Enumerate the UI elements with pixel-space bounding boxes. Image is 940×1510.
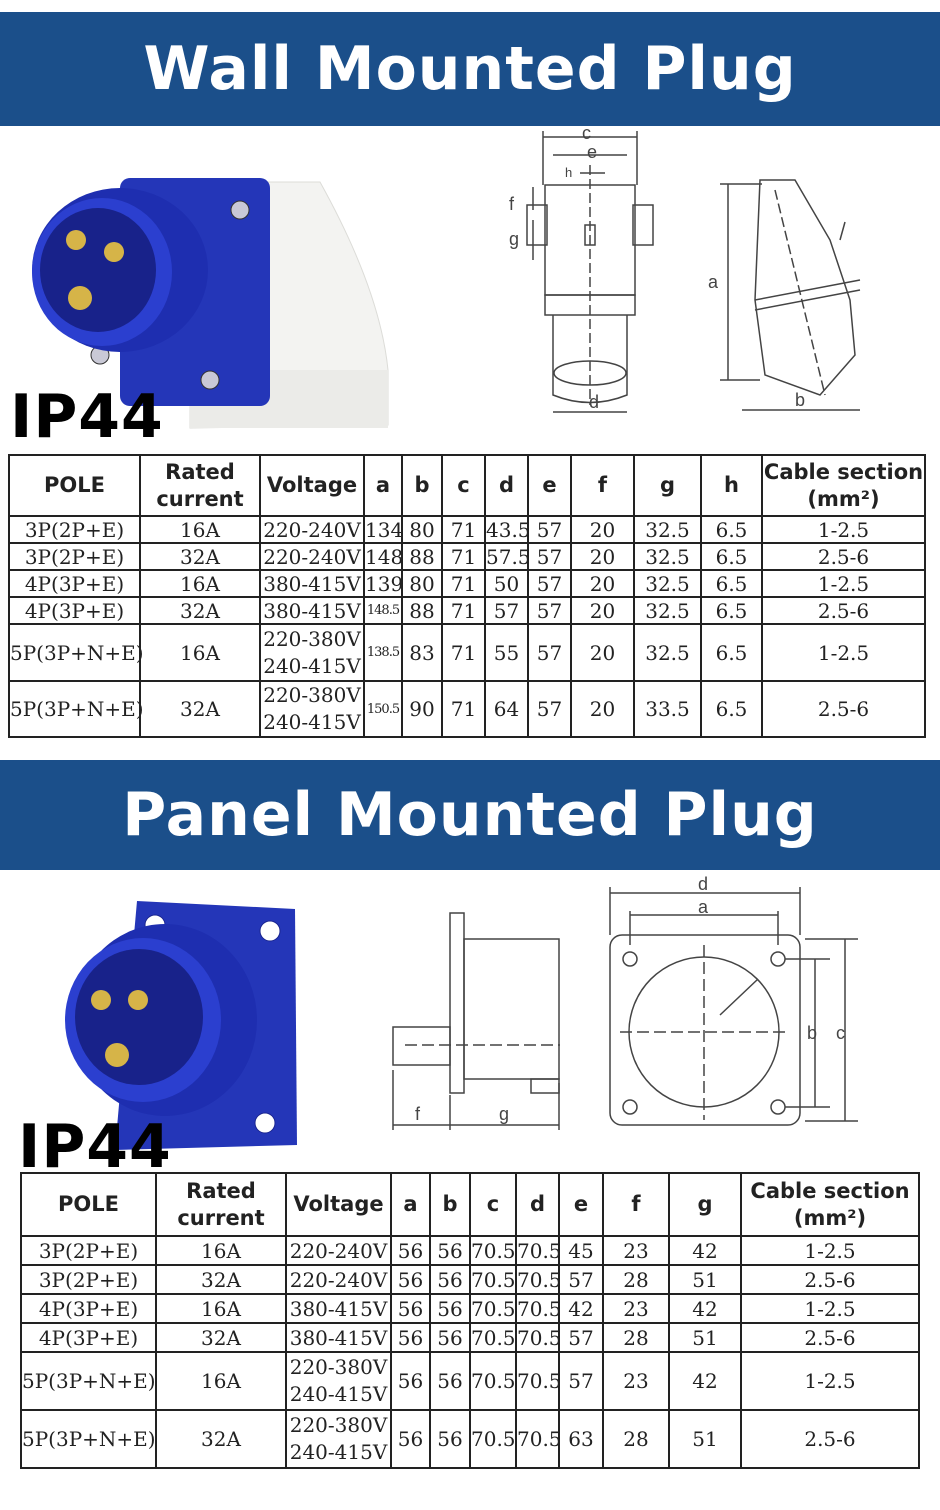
cell-current: 16A [156,1294,286,1323]
wall-ip-rating: IP44 [10,382,164,452]
cell-current: 32A [140,681,260,737]
cell-pole: 3P(2P+E) [9,543,140,570]
cell-cable: 1-2.5 [741,1352,919,1410]
cell-voltage: 380-415V [260,597,364,624]
cell-b: 56 [430,1323,470,1352]
table-row [9,516,925,543]
panel-dim-f: f [415,1104,421,1124]
cell-voltage: 220-240V [260,543,364,570]
cell-voltage: 380-415V [286,1323,391,1352]
cell-c: 70.5 [470,1236,516,1265]
wall-dim-c: c [582,125,591,143]
cell-voltage: 220-240V [286,1265,391,1294]
header-f: f [571,455,634,516]
cell-e: 42 [559,1294,603,1323]
wall-section-title [0,12,940,126]
cell-g: 51 [669,1323,741,1352]
cell-c: 70.5 [470,1265,516,1294]
cell-f: 28 [603,1410,669,1468]
wall-dim-h: h [565,165,573,180]
table-row [9,624,925,681]
cell-e: 63 [559,1410,603,1468]
cell-b: 80 [402,516,442,543]
cell-f: 28 [603,1265,669,1294]
cell-b: 88 [402,543,442,570]
header-h: h [701,455,762,516]
header-rated-current: Rated current [156,1173,286,1236]
cell-current: 16A [140,516,260,543]
cell-cable: 2.5-6 [741,1265,919,1294]
cell-current: 32A [140,597,260,624]
cell-cable: 2.5-6 [762,597,925,624]
wall-dim-g: g [509,229,520,249]
cell-c: 70.5 [470,1294,516,1323]
cell-g: 51 [669,1265,741,1294]
header-cable-section: Cable section (mm²) [741,1173,919,1236]
table-row [21,1265,919,1294]
cell-f: 23 [603,1236,669,1265]
cell-c: 70.5 [470,1323,516,1352]
cell-pole: 4P(3P+E) [21,1323,156,1352]
cell-d: 70.5 [516,1294,559,1323]
cell-pole: 4P(3P+E) [21,1294,156,1323]
cell-b: 90 [402,681,442,737]
cell-c: 71 [442,570,485,597]
cell-f: 20 [571,681,634,737]
wall-dim-f: f [509,194,515,214]
cell-h: 6.5 [701,570,762,597]
cell-d: 70.5 [516,1352,559,1410]
header-f: f [603,1173,669,1236]
cell-e: 57 [528,624,571,681]
table-row [9,543,925,570]
cell-pole: 3P(2P+E) [9,516,140,543]
cell-voltage: 220-240V [286,1236,391,1265]
cell-pole: 4P(3P+E) [9,570,140,597]
cell-a: 56 [391,1265,430,1294]
cell-a: 56 [391,1410,430,1468]
cell-e: 57 [559,1323,603,1352]
cell-f: 20 [571,516,634,543]
wall-dim-d: d [589,392,600,412]
cell-g: 42 [669,1352,741,1410]
wall-side-drawing [700,170,875,420]
cell-e: 57 [559,1265,603,1294]
cell-b: 88 [402,597,442,624]
cell-current: 16A [156,1236,286,1265]
header-e: e [528,455,571,516]
cell-a: 148.5 [364,597,402,624]
cell-voltage: 220-380V 240-415V [286,1352,391,1410]
table-row [21,1323,919,1352]
header-d: d [485,455,528,516]
cell-a: 150.5 [364,681,402,737]
cell-pole: 5P(3P+N+E) [9,624,140,681]
cell-g: 32.5 [634,597,701,624]
cell-f: 23 [603,1352,669,1410]
cell-g: 42 [669,1294,741,1323]
panel-dim-b: b [807,1023,818,1043]
cell-cable: 2.5-6 [762,543,925,570]
wall-spec-table [8,454,926,738]
wall-front-drawing [505,125,675,425]
header-rated-current: Rated current [140,455,260,516]
cell-d: 50 [485,570,528,597]
panel-ip-rating: IP44 [18,1112,172,1182]
cell-a: 56 [391,1352,430,1410]
wall-title-text: Wall Mounted Plug [143,34,797,104]
header-d: d [516,1173,559,1236]
cell-g: 42 [669,1236,741,1265]
cell-b: 56 [430,1236,470,1265]
cell-e: 57 [528,597,571,624]
cell-d: 57.5 [486,544,531,569]
cell-a: 148 [365,544,404,569]
cell-c: 70.5 [470,1352,516,1410]
cell-c: 71 [442,597,485,624]
header-a: a [391,1173,430,1236]
wall-side-dim-b: b [795,390,806,410]
cell-current: 16A [140,570,260,597]
cell-c: 71 [442,624,485,681]
cell-b: 56 [430,1294,470,1323]
header-c: c [470,1173,516,1236]
cell-e: 57 [528,570,571,597]
cell-pole: 5P(3P+N+E) [21,1352,156,1410]
wall-side-dim-a: a [708,272,719,292]
cell-pole: 5P(3P+N+E) [21,1410,156,1468]
cell-g: 32.5 [634,543,701,570]
header-voltage: Voltage [286,1173,391,1236]
cell-b: 56 [430,1410,470,1468]
cell-e: 57 [528,516,571,543]
cell-h: 6.5 [701,624,762,681]
cell-b: 56 [430,1265,470,1294]
table-row [21,1294,919,1323]
cell-cable: 2.5-6 [741,1410,919,1468]
cell-e: 45 [559,1236,603,1265]
cell-f: 23 [603,1294,669,1323]
panel-front-drawing [600,875,870,1135]
cell-pole: 5P(3P+N+E) [9,681,140,737]
cell-cable: 1-2.5 [762,570,925,597]
cell-d: 43.5 [486,517,531,542]
table-row [21,1236,919,1265]
cell-f: 20 [571,597,634,624]
cell-a: 134 [365,517,404,542]
cell-c: 70.5 [470,1410,516,1468]
cell-cable: 1-2.5 [762,516,925,543]
cell-e: 57 [528,681,571,737]
cell-b: 56 [430,1352,470,1410]
panel-header-row [21,1173,919,1236]
cell-cable: 1-2.5 [762,624,925,681]
wall-header-row [9,455,925,516]
cell-current: 32A [156,1323,286,1352]
cell-h: 6.5 [701,516,762,543]
cell-voltage: 220-380V 240-415V [260,624,364,681]
header-a: a [364,455,402,516]
cell-d: 70.5 [516,1236,559,1265]
cell-a: 56 [391,1294,430,1323]
cell-g: 33.5 [634,681,701,737]
cell-a: 56 [391,1236,430,1265]
header-b: b [402,455,442,516]
cell-voltage: 220-380V 240-415V [286,1410,391,1468]
cell-current: 32A [156,1410,286,1468]
wall-dim-e: e [587,142,598,162]
cell-voltage: 220-240V [260,516,364,543]
panel-section-title [0,760,940,870]
cell-cable: 1-2.5 [741,1294,919,1323]
cell-g: 32.5 [634,570,701,597]
cell-c: 71 [442,681,485,737]
panel-side-drawing [385,905,570,1135]
panel-dim-c: c [836,1023,845,1043]
cell-d: 70.5 [516,1410,559,1468]
cell-cable: 1-2.5 [741,1236,919,1265]
cell-g: 32.5 [634,624,701,681]
cell-f: 28 [603,1323,669,1352]
cell-d: 64 [485,681,528,737]
cell-voltage: 380-415V [286,1294,391,1323]
cell-g: 51 [669,1410,741,1468]
cell-d: 70.5 [516,1323,559,1352]
cell-current: 32A [156,1265,286,1294]
cell-e: 57 [559,1352,603,1410]
cell-g: 32.5 [634,516,701,543]
header-c: c [442,455,485,516]
cell-h: 6.5 [701,597,762,624]
cell-e: 57 [528,543,571,570]
cell-cable: 2.5-6 [741,1323,919,1352]
table-row [21,1352,919,1410]
cell-voltage: 380-415V [260,570,364,597]
cell-cable: 2.5-6 [762,681,925,737]
cell-h: 6.5 [701,681,762,737]
panel-dim-d: d [698,875,709,894]
table-row [9,570,925,597]
header-e: e [559,1173,603,1236]
cell-b: 80 [402,570,442,597]
table-row [9,681,925,737]
table-row [9,597,925,624]
cell-c: 71 [442,543,485,570]
cell-pole: 4P(3P+E) [9,597,140,624]
cell-current: 32A [140,543,260,570]
cell-d: 70.5 [516,1265,559,1294]
panel-dim-g: g [499,1104,510,1124]
header-b: b [430,1173,470,1236]
cell-d: 55 [485,624,528,681]
cell-current: 16A [140,624,260,681]
cell-f: 20 [571,543,634,570]
cell-a: 139 [365,571,404,596]
header-cable-section: Cable section (mm²) [762,455,925,516]
cell-pole: 3P(2P+E) [21,1236,156,1265]
cell-h: 6.5 [701,543,762,570]
panel-spec-table [20,1172,920,1469]
cell-c: 71 [442,516,485,543]
table-row [21,1410,919,1468]
header-pole: POLE [9,455,140,516]
cell-a: 138.5 [364,624,402,681]
cell-a: 56 [391,1323,430,1352]
cell-d: 57 [485,597,528,624]
cell-pole: 3P(2P+E) [21,1265,156,1294]
cell-f: 20 [571,624,634,681]
cell-current: 16A [156,1352,286,1410]
panel-dim-a: a [698,897,709,917]
header-voltage: Voltage [260,455,364,516]
panel-title-text: Panel Mounted Plug [122,780,818,850]
cell-b: 83 [402,624,442,681]
cell-f: 20 [571,570,634,597]
header-g: g [634,455,701,516]
cell-voltage: 220-380V 240-415V [260,681,364,737]
header-pole: POLE [21,1173,156,1236]
header-g: g [669,1173,741,1236]
